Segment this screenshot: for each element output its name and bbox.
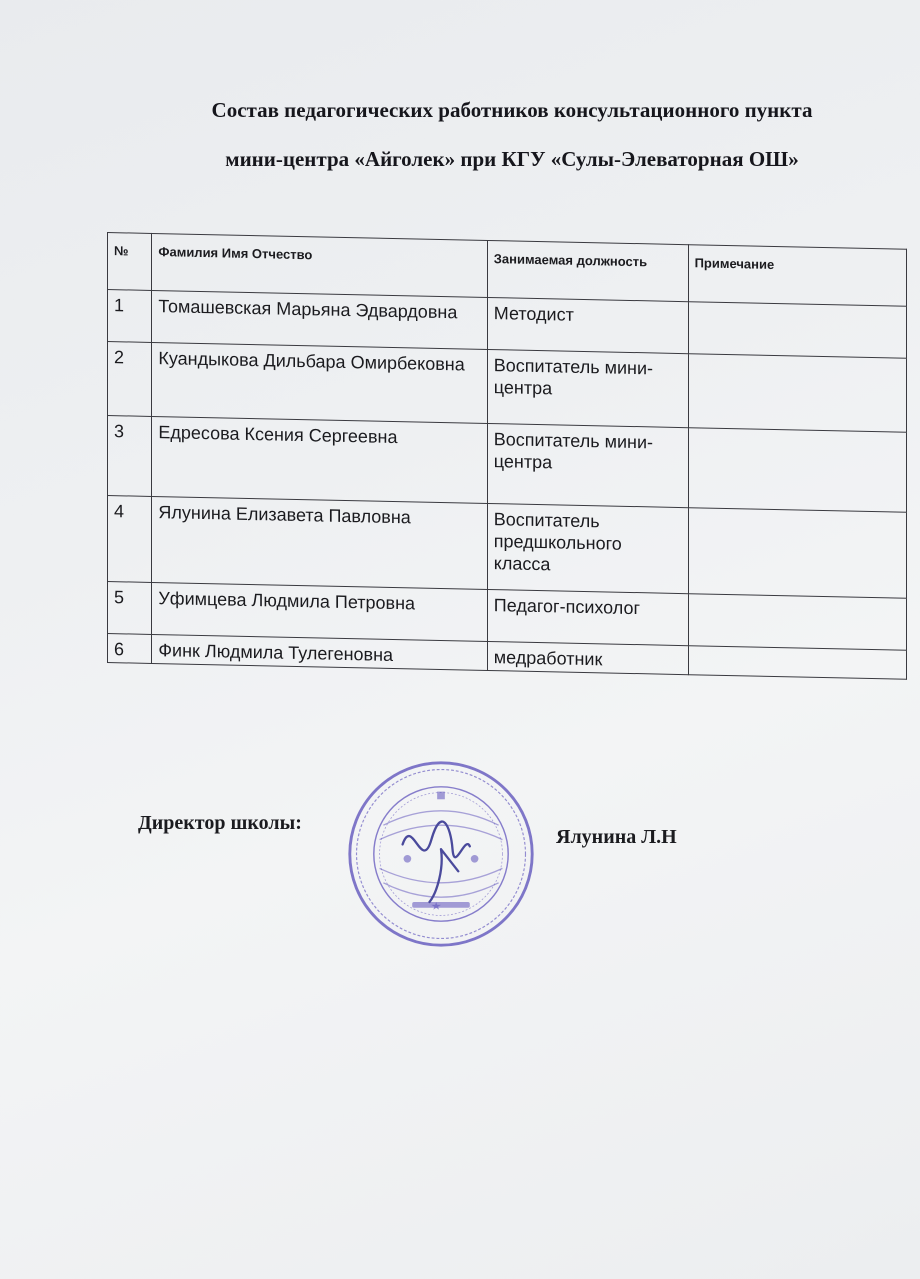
row-num: 2	[108, 342, 152, 417]
row-name: Томашевская Марьяна Эдвардовна	[152, 290, 487, 349]
document-title-line2: мини-центра «Айголек» при КГУ «Сулы-Элеваторная ОШ»	[225, 147, 799, 171]
row-note	[688, 302, 906, 359]
row-name: Уфимцева Людмила Петровна	[152, 582, 487, 641]
director-label: Директор школы:	[138, 812, 302, 834]
table-row	[108, 496, 907, 599]
row-num: 1	[108, 290, 152, 343]
row-num: 3	[108, 416, 152, 497]
row-position: Методист	[487, 297, 688, 353]
row-note	[688, 594, 906, 651]
row-position: Воспитатель предшкольного класса	[487, 503, 688, 593]
row-name: Финк Людмила Тулегеновна	[152, 634, 487, 670]
document-title-line1: Состав педагогических работников консультационного пункта	[211, 98, 813, 122]
row-position: медработник	[487, 641, 688, 674]
header-note: Примечание	[688, 245, 906, 307]
row-position: Педагог-психолог	[487, 589, 688, 645]
row-note	[688, 428, 906, 513]
row-name: Едресова Ксения Сергеевна	[152, 416, 487, 503]
director-name: Ялунина Л.Н	[556, 826, 677, 848]
row-position: Воспитатель мини-центра	[487, 349, 688, 427]
header-name: Фамилия Имя Отчество	[152, 233, 487, 297]
header-position: Занимаемая должность	[487, 240, 688, 301]
official-seal-icon	[345, 758, 537, 950]
staff-table	[107, 232, 907, 680]
row-name: Ялунина Елизавета Павловна	[152, 496, 487, 589]
row-note	[688, 354, 906, 433]
row-num: 6	[108, 634, 152, 664]
row-num: 4	[108, 496, 152, 583]
header-num: №	[108, 233, 152, 291]
row-note	[688, 646, 906, 680]
row-name: Куандыкова Дильбара Омирбековна	[152, 342, 487, 423]
row-num: 5	[108, 582, 152, 635]
row-note	[688, 508, 906, 599]
row-position: Воспитатель мини-центра	[487, 423, 688, 507]
